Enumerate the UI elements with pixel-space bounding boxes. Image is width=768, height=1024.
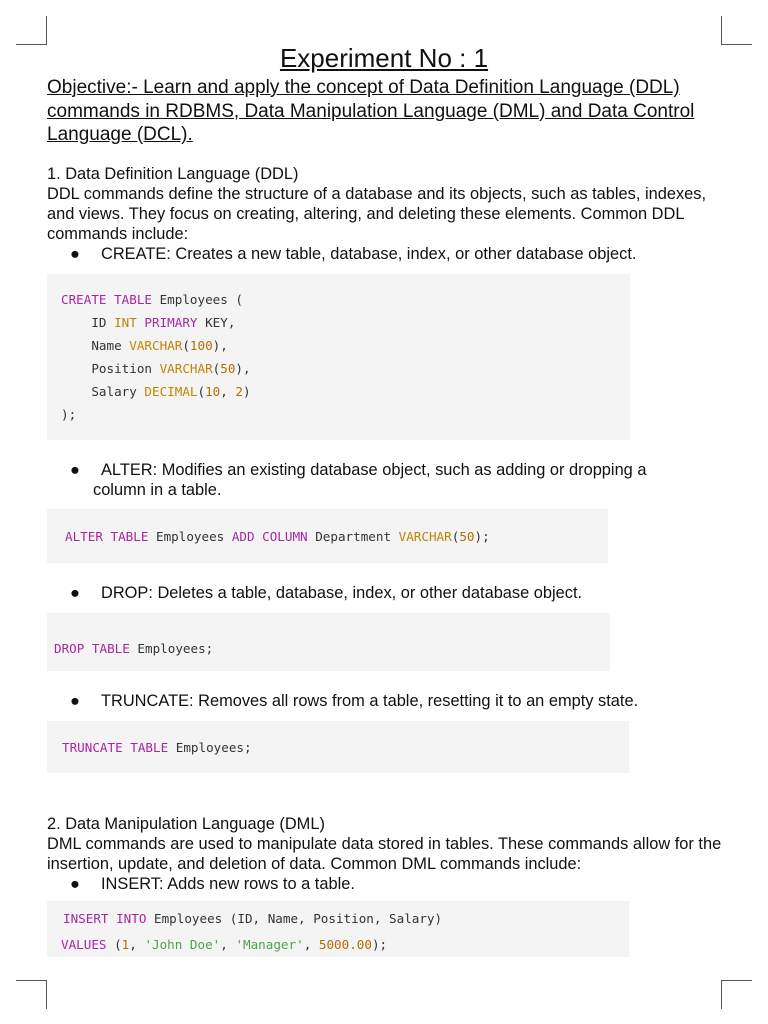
code-token: ) [243,384,251,399]
code-token: , [303,937,319,952]
code-line [65,525,490,548]
code-line [61,288,243,311]
bullet-alter-text-line1: ALTER: Modifies an existing database object, such as adding or dropping a [101,461,647,479]
code-token: 'John Doe' [144,937,221,952]
objective-text: Objective:- Learn and apply the concept of Data Definition Language (DDL) commands in RDBMS, Data Manipulation Language (DML) and Data Control Language (DCL). [47,77,695,145]
bullet-create-text: CREATE: Creates a new table, database, index, or other database object. [101,245,637,263]
code-line [61,357,251,380]
bullet-alter-text-line2: column in a table. [93,481,222,499]
code-token: ); [61,407,77,422]
bullet-dot: ● [70,692,80,710]
page-title: Experiment No : 1 [279,43,489,73]
code-token: DECIMAL [144,384,198,399]
code-token: Name [61,338,130,353]
bullet-truncate-text: TRUNCATE: Removes all rows from a table, resetting it to an empty state. [101,692,639,710]
code-token: ), [235,361,251,376]
code-token: 2 [235,384,244,399]
code-token: Employees ( [152,292,243,307]
corner-mark-bottom-right [721,980,752,1009]
code-token: TRUNCATE TABLE [62,740,169,755]
code-token: ( [451,529,460,544]
code-line [61,403,76,426]
code-block-alter [47,509,608,563]
code-token: ALTER TABLE [65,529,149,544]
code-token: Employees (ID, Name, Position, Salary) [146,911,443,926]
code-token: 'Manager' [235,937,304,952]
code-token: , [220,384,236,399]
code-token: VALUES [61,937,107,952]
bullet-dot: ● [70,584,80,602]
code-token: 10 [205,384,221,399]
code-token: VARCHAR [398,529,452,544]
code-line [54,637,213,660]
code-token: ); [371,937,388,952]
code-token: Employees [148,529,232,544]
ddl-description: DDL commands define the structure of a database and its objects, such as tables, indexes, and views. They focus on creating, altering, and deleting these elements. Common DDL commands include: [47,185,707,243]
dml-heading: 2. Data Manipulation Language (DML) [47,815,325,833]
code-token: INSERT INTO [63,911,147,926]
bullet-dot: ● [70,245,80,263]
code-line [61,311,235,334]
code-token: ( [106,937,122,952]
code-token: Salary [61,384,145,399]
code-block-insert [47,901,629,957]
code-block-truncate [47,721,629,773]
bullet-insert-text: INSERT: Adds new rows to a table. [101,875,355,893]
bullet-dot: ● [70,875,80,893]
code-line [61,334,228,357]
code-token: DROP TABLE [54,641,130,656]
corner-mark-top-left [16,16,47,45]
code-token: VARCHAR [129,338,183,353]
code-token: , [220,937,236,952]
code-token: ( [197,384,206,399]
code-token: Position [61,361,160,376]
code-token: ( [182,338,190,353]
code-line [62,736,252,759]
code-token: ); [474,529,490,544]
code-token: 100 [189,338,213,353]
code-token: Employees; [168,740,252,755]
code-token: , [129,937,145,952]
code-token: VARCHAR [159,361,213,376]
code-token: ), [212,338,228,353]
code-token: ( [212,361,221,376]
code-token: Employees; [129,641,214,656]
code-token: CREATE TABLE [61,292,152,307]
code-token: ID [61,315,115,330]
code-line [61,380,251,403]
code-line [63,907,442,930]
dml-description: DML commands are used to manipulate data stored in tables. These commands allow for the insertion, update, and deletion of data. Common DML commands include: [47,835,722,873]
corner-mark-top-right [721,16,752,45]
code-token: PRIMARY [144,315,198,330]
ddl-heading: 1. Data Definition Language (DDL) [47,165,299,183]
code-token: Department [307,529,399,544]
corner-mark-bottom-left [16,980,47,1009]
bullet-dot: ● [70,461,80,479]
code-token: KEY, [197,315,236,330]
code-token: 1 [121,937,130,952]
code-block-create [47,274,630,440]
bullet-drop-text: DROP: Deletes a table, database, index, or other database object. [101,584,583,602]
code-line [61,933,387,956]
code-token: 50 [220,361,236,376]
code-token: 50 [459,529,475,544]
code-block-drop [47,613,610,671]
code-token: INT [114,315,137,330]
code-token: 5000.00 [318,937,372,952]
code-token: ADD COLUMN [231,529,308,544]
